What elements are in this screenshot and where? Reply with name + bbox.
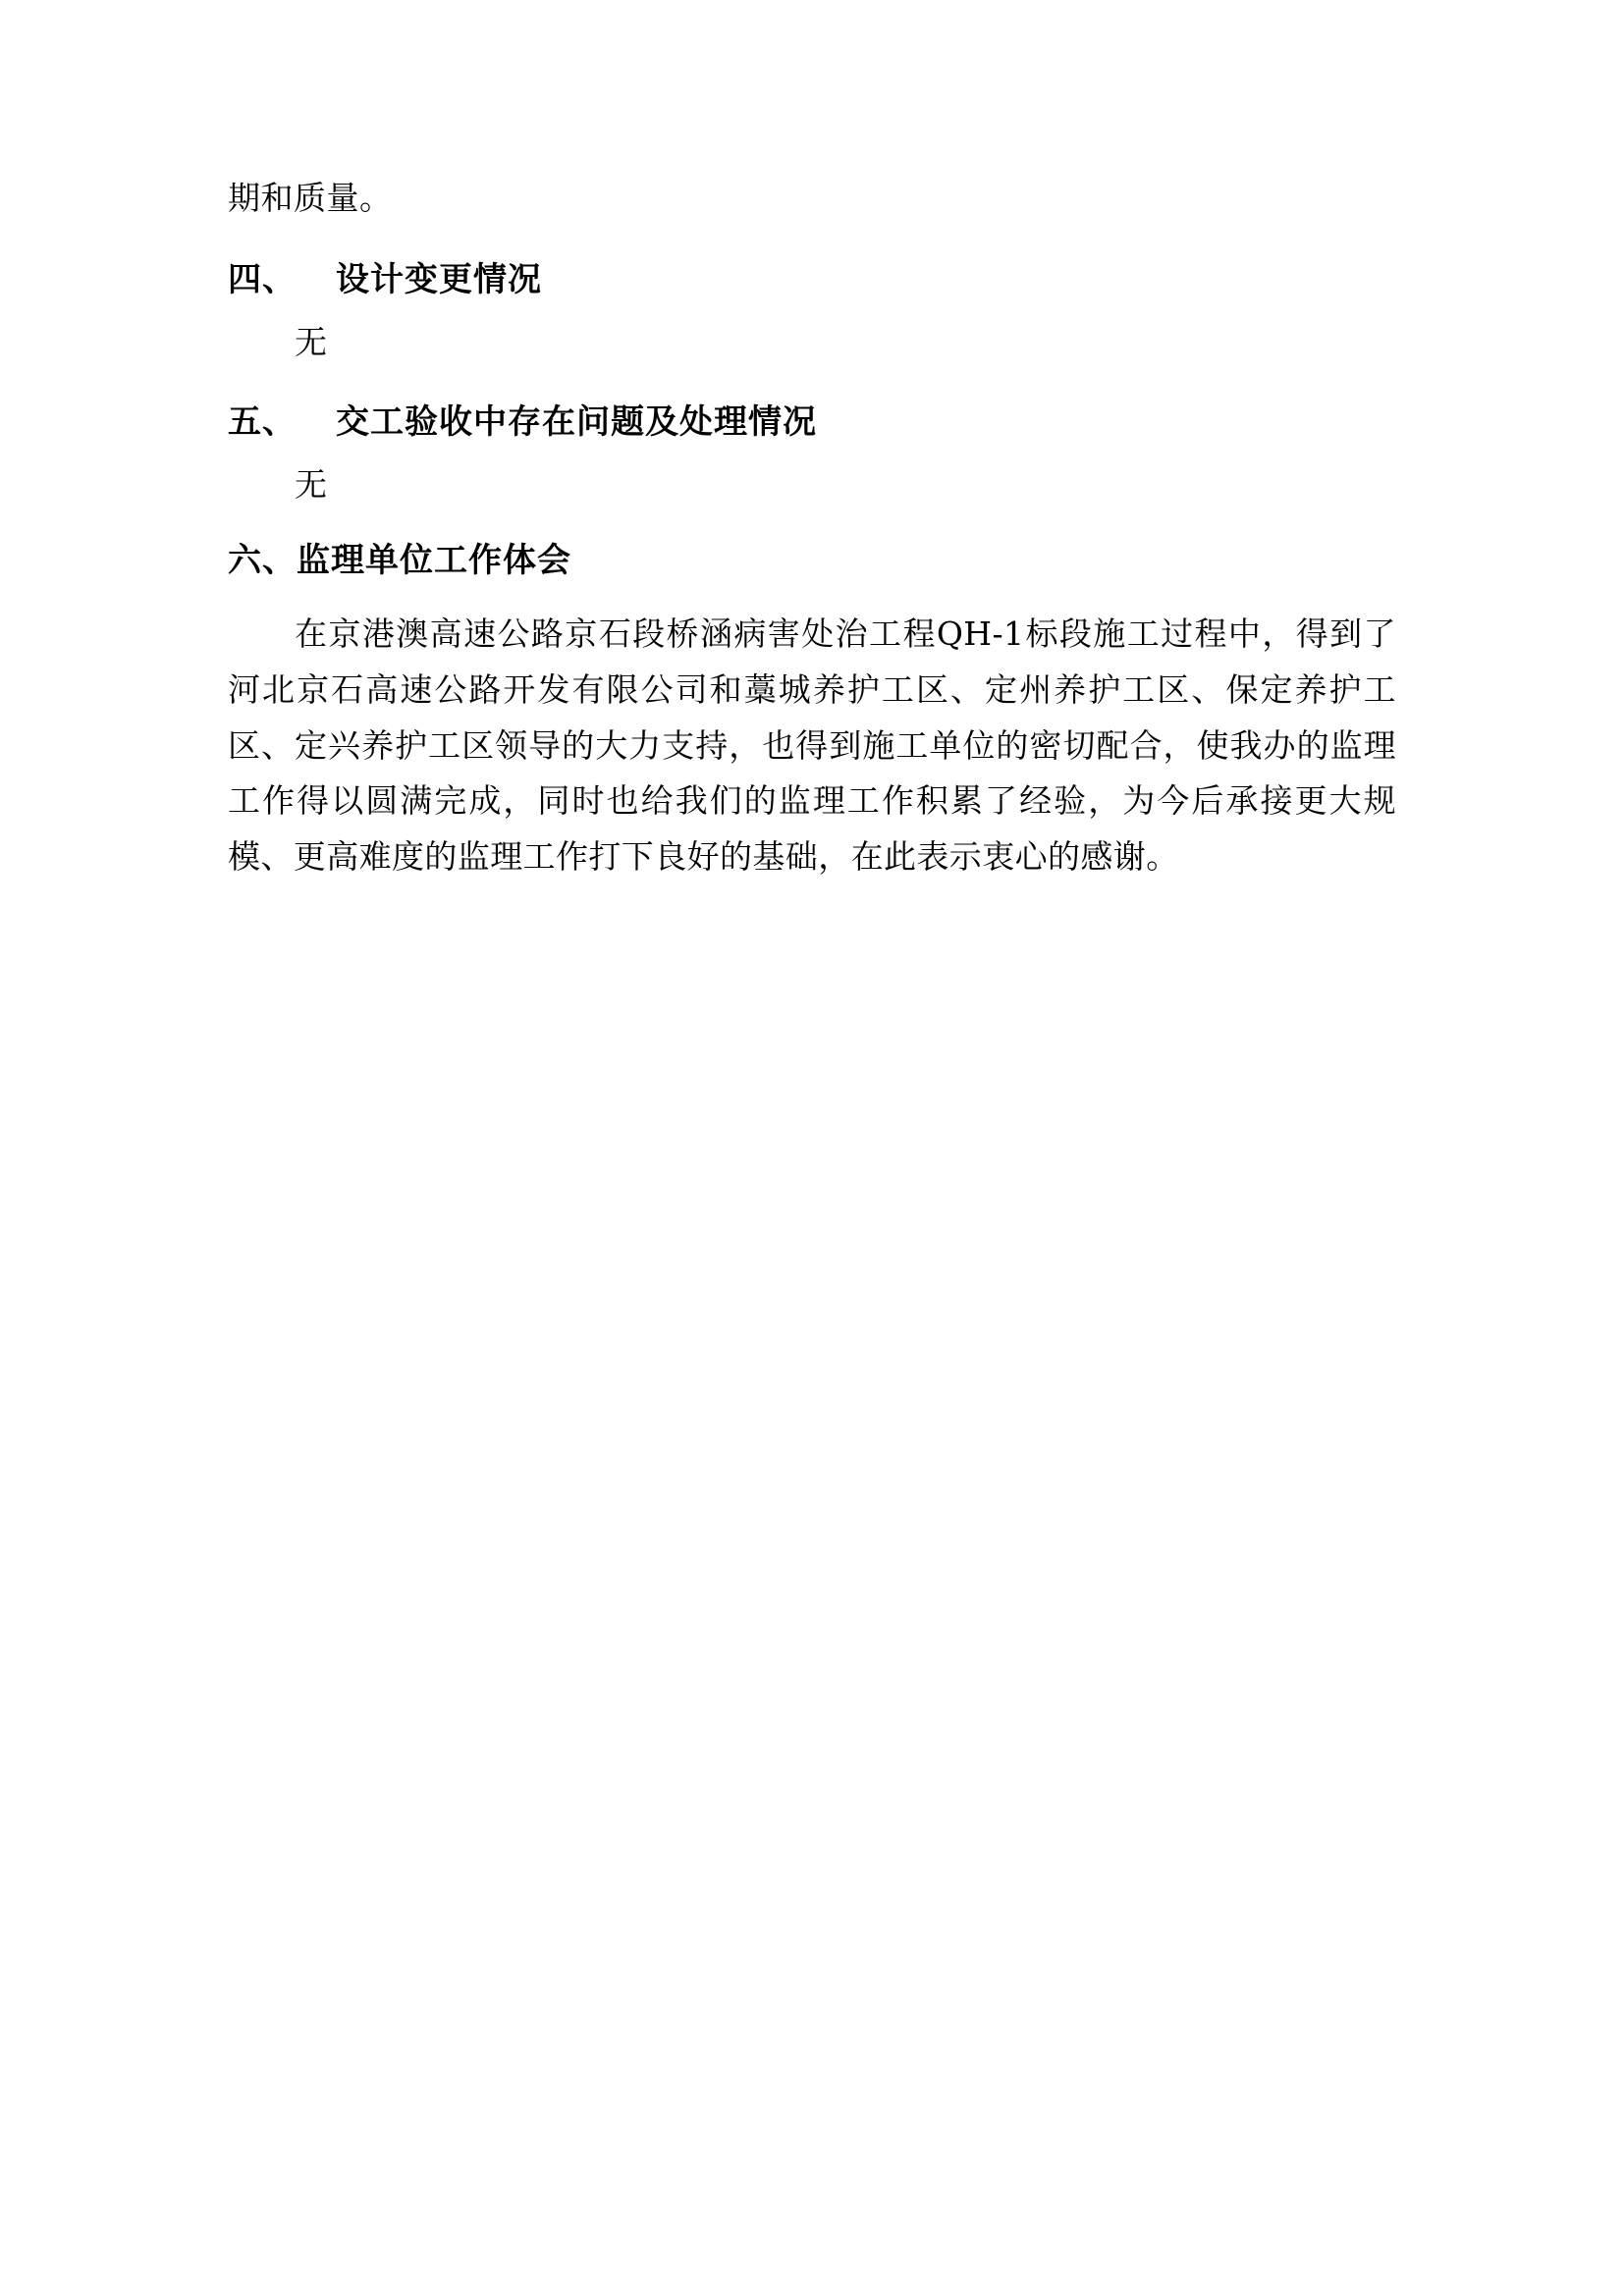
section-heading-5 [228, 402, 1396, 442]
section-title-4: 设计变更情况 [336, 260, 542, 299]
section-number-6: 六、 [228, 541, 297, 580]
continued-paragraph: 期和质量。 [228, 179, 393, 217]
section-content-5: 无 [295, 465, 327, 504]
section-heading-6 [228, 541, 1396, 580]
section-heading-4 [228, 260, 1396, 299]
section-title-6: 监理单位工作体会 [297, 541, 571, 580]
document-content [228, 179, 1396, 885]
section-content-6: 在京港澳高速公路京石段桥涵病害处治工程QH-1标段施工过程中，得到了河北京石高速公路开发有限公司和藁城养护工区、定州养护工区、保定养护工区、定兴养护工区领导的大力支持，也得到施工单位的密切配合，使我办的监理工作得以圆满完成，同时也给我们的监理工作积累了经验，为今后承接更大规模、更高难度的监理工作打下良好的基础，在此表示衷心的感谢。 [228, 614, 1396, 876]
section-number-5: 五、 [228, 402, 297, 442]
section-content-4: 无 [295, 323, 327, 361]
section-number-4: 四、 [228, 260, 297, 299]
section-title-5: 交工验收中存在问题及处理情况 [336, 402, 817, 442]
